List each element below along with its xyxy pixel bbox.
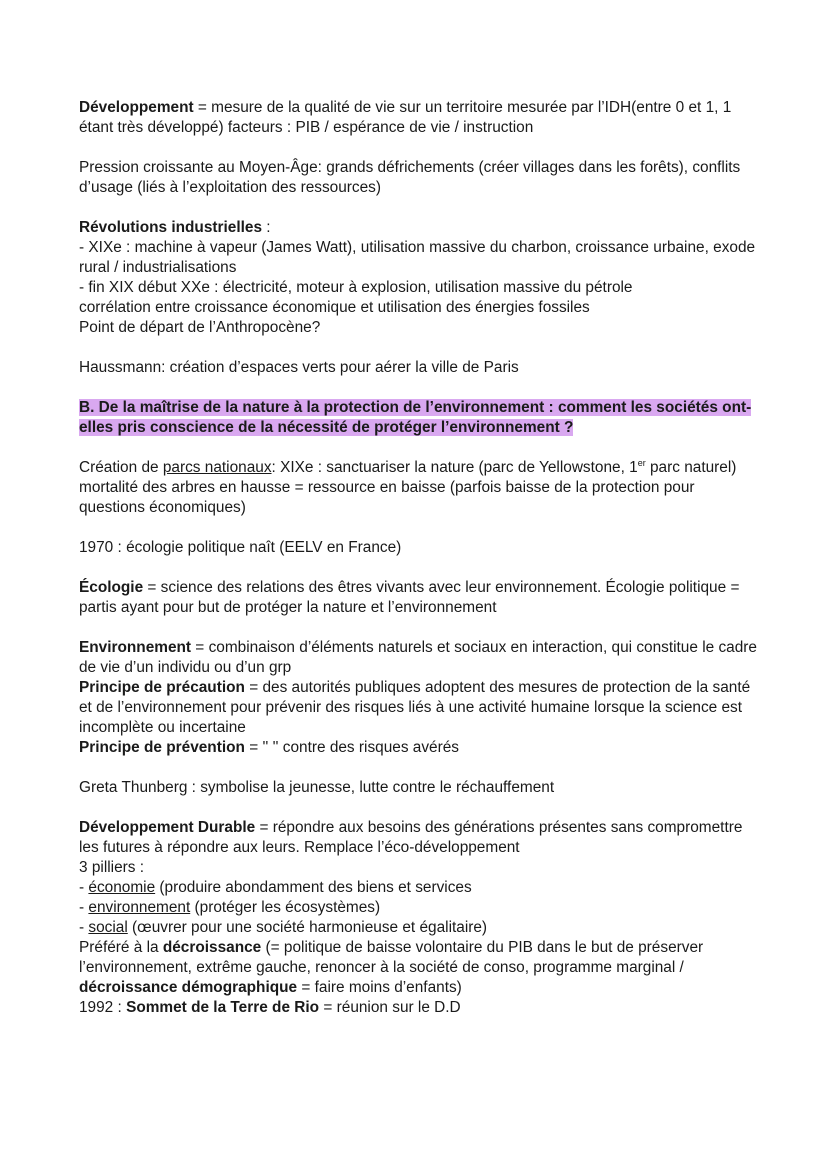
- text-span: (produire abondamment des biens et services: [155, 879, 472, 896]
- paragraph-ecologie: [79, 578, 759, 618]
- definition-text: = mesure de la qualité de vie sur un territoire mesurée par l’IDH(entre 0 et 1, 1 étant très développé) facteurs : PIB / espérance de vie / instruction: [79, 99, 732, 136]
- text-span: Préféré à la: [79, 939, 163, 956]
- pillar-environnement: environnement: [88, 899, 191, 916]
- term-sommet-rio: Sommet de la Terre de Rio: [126, 999, 320, 1016]
- text-line: corrélation entre croissance économique et utilisation des énergies fossiles: [79, 299, 590, 316]
- text-line: Point de départ de l’Anthropocène?: [79, 319, 321, 336]
- text-span: = réunion sur le D.D: [319, 999, 461, 1016]
- definition-text: = des autorités publiques adoptent des mesures de protection de la santé et de l’environnement pour prévenir des risques liés à une activité humaine lorsque la science est incomplète ou incertaine: [79, 679, 751, 736]
- paragraph-revolutions: [79, 218, 759, 338]
- paragraph-parcs: [79, 458, 759, 518]
- list-line: - XIXe : machine à vapeur (James Watt), utilisation massive du charbon, croissance urbaine, exode rural / industrialisations: [79, 239, 756, 276]
- term-environnement: Environnement: [79, 639, 192, 656]
- term-ecologie: Écologie: [79, 579, 144, 596]
- section-heading-b: [79, 398, 759, 438]
- definition-text: = répondre aux besoins des générations présentes sans compromettre les futures à répondre aux leurs. Remplace l’éco-développement: [79, 819, 743, 856]
- paragraph-greta: Greta Thunberg : symbolise la jeunesse, lutte contre le réchauffement: [79, 779, 555, 796]
- pillars-intro: 3 pilliers :: [79, 859, 145, 876]
- underlined-term: parcs nationaux: [162, 459, 272, 476]
- paragraph-1970: 1970 : écologie politique naît (EELV en France): [79, 539, 402, 556]
- pillar-economie: économie: [88, 879, 156, 896]
- term-prevention: Principe de prévention: [79, 739, 245, 756]
- term-developpement: Développement: [79, 99, 194, 116]
- definition-text: = science des relations des êtres vivants avec leur environnement. Écologie politique = partis ayant pour but de protéger la nature et l’environnement: [79, 579, 740, 616]
- paragraph-pression: Pression croissante au Moyen-Âge: grands défrichements (créer villages dans les forêts), conflits d’usage (liés à l’exploitation des ressources): [79, 159, 741, 196]
- text-span: (= politique de baisse volontaire du PIB dans le but de préserver l’environnement, extrême gauche, renoncer à la société de conso, programme marginal /: [79, 939, 704, 976]
- text-span: 1992 :: [79, 999, 127, 1016]
- superscript: er: [637, 458, 646, 468]
- paragraph-haussmann: Haussmann: création d’espaces verts pour aérer la ville de Paris: [79, 359, 519, 376]
- paragraph-developpement: [79, 98, 759, 138]
- paragraph-developpement-durable: [79, 818, 759, 1018]
- definition-text: = combinaison d’éléments naturels et sociaux en interaction, qui constitue le cadre de vie d’un individu ou d’un grp: [79, 639, 757, 676]
- highlighted-heading: B. De la maîtrise de la nature à la protection de l’environnement : comment les sociétés ont-elles pris conscience de la nécessité de protéger l’environnement ?: [79, 399, 752, 436]
- term-decroissance-demographique: décroissance démographique: [79, 979, 298, 996]
- list-dash: -: [79, 919, 89, 936]
- list-line: - fin XIX début XXe : électricité, moteur à explosion, utilisation massive du pétrole: [79, 279, 633, 296]
- term-precaution: Principe de précaution: [79, 679, 245, 696]
- text-span: Création de: [79, 459, 163, 476]
- text-span: parc naturel): [645, 459, 737, 476]
- list-dash: -: [79, 899, 89, 916]
- document-body: [79, 98, 759, 1038]
- definition-text: = '' '' contre des risques avérés: [244, 739, 459, 756]
- text-span: (protéger les écosystèmes): [190, 899, 381, 916]
- term-decroissance: décroissance: [162, 939, 262, 956]
- pillar-social: social: [88, 919, 128, 936]
- term-developpement-durable: Développement Durable: [79, 819, 256, 836]
- text-span: (œuvrer pour une société harmonieuse et égalitaire): [127, 919, 488, 936]
- term-suffix: :: [262, 219, 271, 236]
- paragraph-environnement: [79, 638, 759, 758]
- text-span: = faire moins d’enfants): [297, 979, 462, 996]
- text-line: mortalité des arbres en hausse = ressource en baisse (parfois baisse de la protection pour questions économiques): [79, 479, 695, 516]
- text-span: : XIXe : sanctuariser la nature (parc de Yellowstone, 1: [271, 459, 638, 476]
- list-dash: -: [79, 879, 89, 896]
- term-revolutions: Révolutions industrielles: [79, 219, 263, 236]
